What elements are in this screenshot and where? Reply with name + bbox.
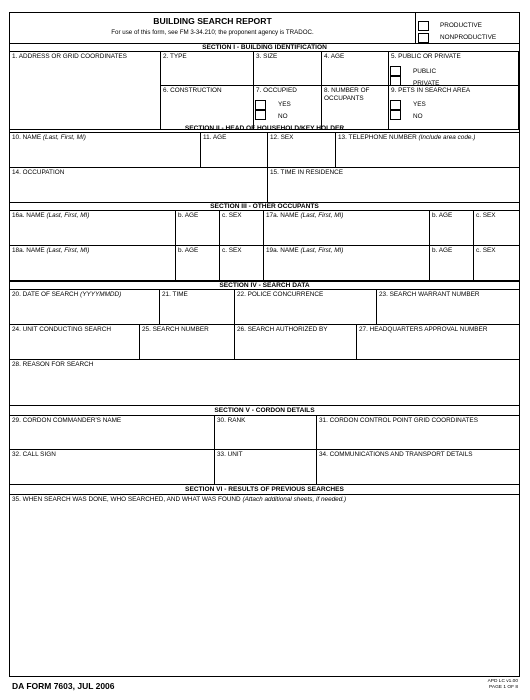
occupation-label: 14. OCCUPATION <box>12 169 65 176</box>
occupant-19-name-field[interactable] <box>264 246 430 281</box>
pets-yes-label: YES <box>413 101 426 108</box>
previous-searches-hint: (Attach additional sheets, if needed.) <box>242 496 347 503</box>
page-number: PAGE 1 OF 8 <box>489 685 518 690</box>
communications-transport-field[interactable] <box>317 450 519 485</box>
search-warrant-field[interactable] <box>377 290 519 325</box>
date-of-search-field[interactable] <box>10 290 160 325</box>
version-label: APD LC v1.00 <box>487 679 518 684</box>
pets-no-checkbox[interactable] <box>390 110 401 120</box>
pets-label: 9. PETS IN SEARCH AREA <box>391 87 471 94</box>
nonproductive-checkbox[interactable] <box>418 33 429 43</box>
time-in-residence-label: 15. TIME IN RESIDENCE <box>270 169 344 176</box>
hoh-name-hint: (Last, First, MI) <box>42 134 86 141</box>
cordon-commander-name-label: 29. CORDON COMMANDER'S NAME <box>12 417 122 424</box>
occupant-18-name-label: 18a. NAME <box>12 247 45 254</box>
cordon-commander-name-field[interactable] <box>10 416 215 450</box>
occupant-18-sex-field[interactable] <box>220 246 264 281</box>
pets-field <box>389 86 519 130</box>
public-label: PUBLIC <box>413 68 437 75</box>
hoh-sex-label: 12. SEX <box>270 134 294 141</box>
age-label: b. AGE <box>432 247 453 254</box>
number-of-occupants-field[interactable] <box>322 86 389 130</box>
building-age-label: 4. AGE <box>324 53 345 60</box>
private-label: PRIVATE <box>413 80 440 87</box>
hoh-age-label: 11. AGE <box>203 134 227 141</box>
pets-no-label: NO <box>413 113 423 120</box>
form-title: BUILDING SEARCH REPORT <box>153 16 272 26</box>
public-checkbox[interactable] <box>390 66 401 76</box>
date-of-search-label: 20. DATE OF SEARCH <box>12 291 79 298</box>
occupant-17-name-field[interactable] <box>264 211 430 246</box>
size-field[interactable] <box>254 52 322 86</box>
sex-label: c. SEX <box>222 212 242 219</box>
hoh-age-field[interactable] <box>201 133 268 168</box>
section-5-header: SECTION V - CORDON DETAILS <box>10 407 519 416</box>
section-6-header: SECTION VI - RESULTS OF PREVIOUS SEARCHES <box>10 486 519 495</box>
search-authorized-by-label: 26. SEARCH AUTHORIZED BY <box>237 326 328 333</box>
age-label: b. AGE <box>178 212 199 219</box>
rank-label: 30. RANK <box>217 417 246 424</box>
occupant-16-age-field[interactable] <box>176 211 220 246</box>
hq-approval-number-label: 27. HEADQUARTERS APPROVAL NUMBER <box>359 326 488 333</box>
telephone-label: 13. TELEPHONE NUMBER <box>338 134 417 141</box>
occupation-field[interactable] <box>10 168 268 203</box>
unit-field[interactable] <box>215 450 317 485</box>
search-authorized-by-field[interactable] <box>235 325 357 360</box>
occupied-no-label: NO <box>278 113 288 120</box>
time-field[interactable] <box>160 290 235 325</box>
name-hint: (Last, First, MI) <box>46 212 90 219</box>
hoh-name-label: 10. NAME <box>12 134 42 141</box>
hq-approval-number-field[interactable] <box>357 325 519 360</box>
search-warrant-label: 23. SEARCH WARRANT NUMBER <box>379 291 480 298</box>
number-of-occupants-label: 8. NUMBER OF OCCUPANTS <box>324 87 370 102</box>
time-in-residence-field[interactable] <box>268 168 519 203</box>
age-label: b. AGE <box>178 247 199 254</box>
name-hint: (Last, First, MI) <box>46 247 90 254</box>
form-subtitle: For use of this form, see FM 3-34.210; the proponent agency is TRADOC. <box>111 29 314 36</box>
form-header <box>10 13 416 44</box>
form-number: DA FORM 7603, JUL 2006 <box>12 681 115 691</box>
sex-label: c. SEX <box>222 247 242 254</box>
name-hint: (Last, First, MI) <box>300 212 344 219</box>
call-sign-label: 32. CALL SIGN <box>12 451 56 458</box>
cordon-control-point-field[interactable] <box>317 416 519 450</box>
name-hint: (Last, First, MI) <box>300 247 344 254</box>
sex-label: c. SEX <box>476 212 496 219</box>
occupant-16-name-label: 16a. NAME <box>12 212 45 219</box>
previous-searches-label: 35. WHEN SEARCH WAS DONE, WHO SEARCHED, AND WHAT WAS FOUND <box>12 496 241 503</box>
police-concurrence-field[interactable] <box>235 290 377 325</box>
unit-label: 33. UNIT <box>217 451 243 458</box>
reason-for-search-label: 28. REASON FOR SEARCH <box>12 361 94 368</box>
size-label: 3. SIZE <box>256 53 278 60</box>
building-search-report-form <box>9 12 520 677</box>
section-2-header: SECTION II - HEAD OF HOUSEHOLD/KEY HOLDER <box>10 125 519 133</box>
address-label: 1. ADDRESS OR GRID COORDINATES <box>12 53 127 60</box>
occupied-yes-checkbox[interactable] <box>255 100 266 110</box>
police-concurrence-label: 22. POLICE CONCURRENCE <box>237 291 324 298</box>
occupant-17-age-field[interactable] <box>430 211 474 246</box>
telephone-hint: (Include area code.) <box>418 134 476 141</box>
occupied-no-checkbox[interactable] <box>255 110 266 120</box>
rank-field[interactable] <box>215 416 317 450</box>
section-4-header: SECTION IV - SEARCH DATA <box>10 281 519 290</box>
hoh-name-field[interactable] <box>10 133 201 168</box>
public-private-field <box>389 52 519 86</box>
public-private-label: 5. PUBLIC OR PRIVATE <box>391 53 461 60</box>
occupant-19-name-label: 19a. NAME <box>266 247 299 254</box>
sex-label: c. SEX <box>476 247 496 254</box>
occupant-16-name-field[interactable] <box>10 211 176 246</box>
occupant-17-name-label: 17a. NAME <box>266 212 299 219</box>
pets-yes-checkbox[interactable] <box>390 100 401 110</box>
communications-transport-label: 34. COMMUNICATIONS AND TRANSPORT DETAILS <box>319 451 473 458</box>
time-label: 21. TIME <box>162 291 188 298</box>
cordon-control-point-label: 31. CORDON CONTROL POINT GRID COORDINATES <box>319 417 478 424</box>
previous-searches-field[interactable] <box>10 495 519 676</box>
hoh-sex-field[interactable] <box>268 133 336 168</box>
footer-meta <box>488 679 518 691</box>
date-of-search-hint: (YYYYMMDD) <box>80 291 122 298</box>
occupant-17-sex-field[interactable] <box>474 211 519 246</box>
unit-conducting-search-field[interactable] <box>10 325 140 360</box>
occupant-18-age-field[interactable] <box>176 246 220 281</box>
telephone-field[interactable] <box>336 133 519 168</box>
occupant-16-sex-field[interactable] <box>220 211 264 246</box>
occupant-19-age-field[interactable] <box>430 246 474 281</box>
type-field[interactable] <box>161 52 254 86</box>
search-number-field[interactable] <box>140 325 235 360</box>
occupant-18-name-field[interactable] <box>10 246 176 281</box>
productive-checkbox[interactable] <box>418 21 429 31</box>
private-checkbox[interactable] <box>390 76 401 86</box>
address-field[interactable] <box>10 52 161 130</box>
unit-conducting-search-label: 24. UNIT CONDUCTING SEARCH <box>12 326 111 333</box>
productive-label: PRODUCTIVE <box>440 22 482 29</box>
occupied-yes-label: YES <box>278 101 291 108</box>
construction-label: 6. CONSTRUCTION <box>163 87 222 94</box>
search-number-label: 25. SEARCH NUMBER <box>142 326 209 333</box>
section-1-header: SECTION I - BUILDING IDENTIFICATION <box>10 44 519 52</box>
occupied-label: 7. OCCUPIED <box>256 87 297 94</box>
nonproductive-label: NONPRODUCTIVE <box>440 34 497 41</box>
type-label: 2. TYPE <box>163 53 187 60</box>
call-sign-field[interactable] <box>10 450 215 485</box>
construction-field[interactable] <box>161 86 254 130</box>
section-3-header: SECTION III - OTHER OCCUPANTS <box>10 203 519 211</box>
age-label: b. AGE <box>432 212 453 219</box>
age-field[interactable] <box>322 52 389 86</box>
occupant-19-sex-field[interactable] <box>474 246 519 281</box>
reason-for-search-field[interactable] <box>10 360 519 406</box>
